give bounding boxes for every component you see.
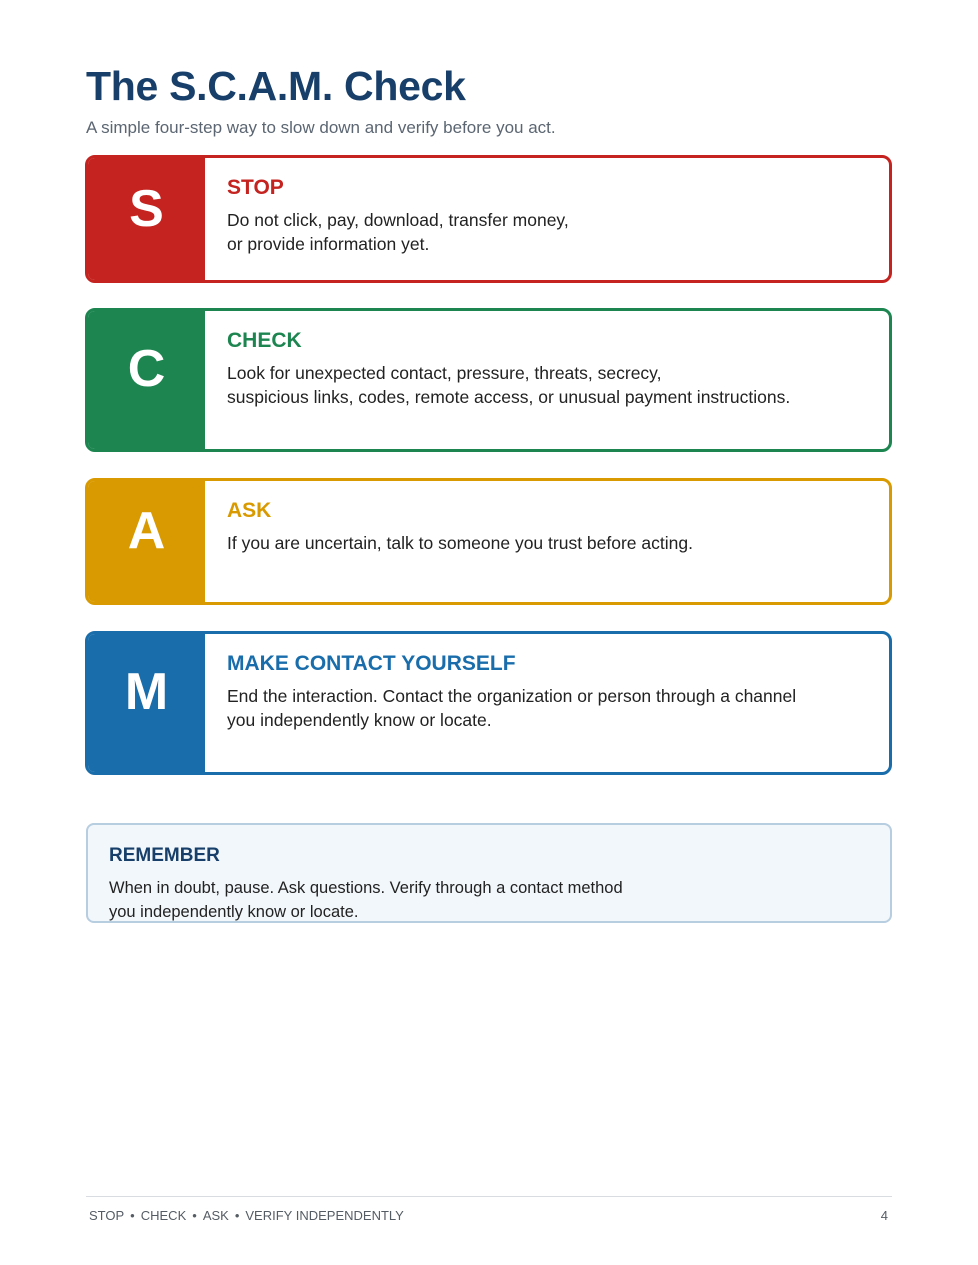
footer-item: STOP	[89, 1208, 125, 1223]
step-card-check	[85, 308, 892, 452]
step-description-line: If you are uncertain, talk to someone you trust before acting.	[227, 533, 693, 553]
step-card-make-contact	[85, 631, 892, 775]
remember-text-line: you independently know or locate.	[109, 903, 359, 921]
footer-separator: •	[192, 1208, 197, 1223]
step-description-line: End the interaction. Contact the organization or person through a channel	[227, 686, 797, 706]
step-letter: C	[88, 311, 205, 449]
page-number: 4	[880, 1208, 888, 1223]
step-description	[227, 684, 867, 732]
step-heading: STOP	[227, 176, 284, 199]
step-description	[227, 531, 867, 555]
page-title: The S.C.A.M. Check	[86, 63, 466, 109]
footer-item: ASK	[202, 1208, 229, 1223]
remember-callout	[86, 823, 892, 923]
footer-tagline	[89, 1208, 404, 1223]
step-heading: CHECK	[227, 329, 302, 352]
step-description-line: suspicious links, codes, remote access, or unusual payment instructions.	[227, 387, 791, 407]
step-letter: A	[88, 481, 205, 602]
step-description-line: you independently know or locate.	[227, 710, 492, 730]
footer-separator: •	[130, 1208, 135, 1223]
step-description-line: or provide information yet.	[227, 234, 430, 254]
step-description	[227, 361, 867, 409]
step-description-line: Look for unexpected contact, pressure, threats, secrecy,	[227, 363, 662, 383]
step-description-line: Do not click, pay, download, transfer money,	[227, 210, 569, 230]
step-heading: ASK	[227, 499, 272, 522]
footer-separator: •	[234, 1208, 240, 1223]
footer-item: CHECK	[140, 1208, 187, 1223]
remember-text	[109, 876, 623, 924]
remember-heading: REMEMBER	[109, 845, 220, 866]
footer-divider	[86, 1196, 892, 1197]
step-letter: S	[88, 158, 205, 280]
step-letter: M	[88, 634, 205, 772]
step-description	[227, 208, 867, 256]
step-card-ask	[85, 478, 892, 605]
remember-text-line: When in doubt, pause. Ask questions. Verify through a contact method	[109, 879, 623, 897]
page-subtitle: A simple four-step way to slow down and verify before you act.	[86, 118, 556, 137]
footer-item: VERIFY INDEPENDENTLY	[245, 1208, 404, 1223]
step-heading: MAKE CONTACT YOURSELF	[227, 652, 516, 675]
step-card-stop	[85, 155, 892, 283]
